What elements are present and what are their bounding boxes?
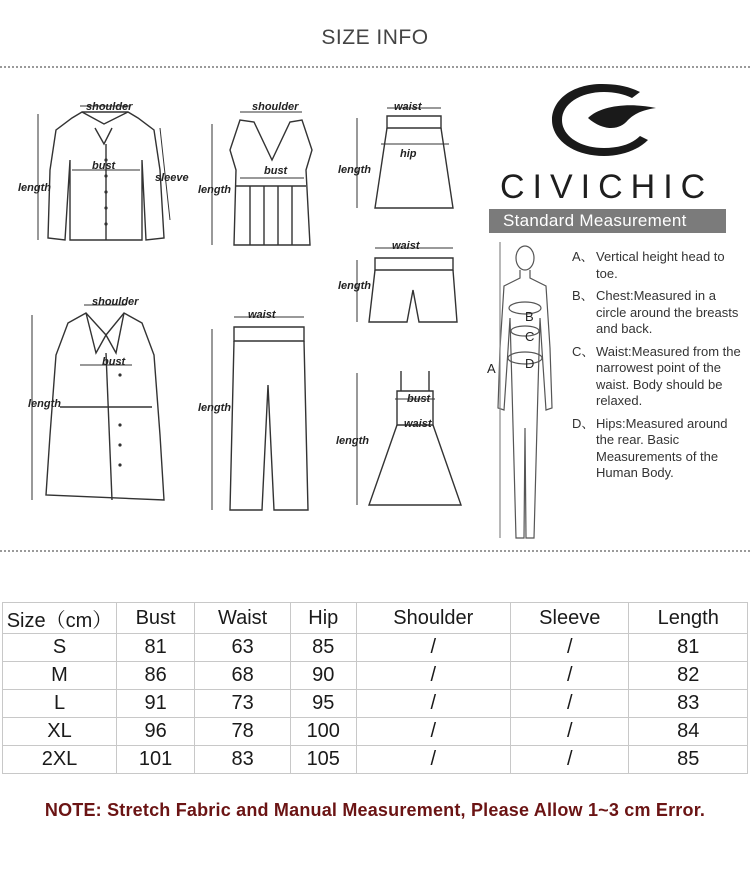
table-cell: 85	[291, 634, 357, 662]
size-table	[2, 602, 748, 774]
col-header-bust: Bust	[117, 603, 195, 634]
body-measurement-figure	[480, 238, 570, 548]
table-header-row	[3, 603, 748, 634]
vest-shoulder-label: shoulder	[252, 101, 299, 113]
note-c: C、 Waist:Measured from the narrowest point of the waist. Body should be relaxed.	[572, 343, 741, 408]
table-cell: 63	[195, 634, 291, 662]
body-marker-c: C	[525, 329, 535, 344]
table-cell: /	[511, 662, 629, 690]
note-a: A、 Vertical height head to toe.	[572, 249, 725, 281]
col-header-waist: Waist	[195, 603, 291, 634]
skirt-hip-label: hip	[400, 148, 417, 160]
dress-waist-label: waist	[404, 418, 432, 430]
table-cell: XL	[3, 718, 117, 746]
col-header-length: Length	[629, 603, 748, 634]
body-marker-d: D	[525, 356, 535, 371]
table-cell: 68	[195, 662, 291, 690]
table-row	[3, 746, 748, 774]
table-cell: 82	[629, 662, 748, 690]
col-header-hip: Hip	[291, 603, 357, 634]
shorts-waist-label: waist	[392, 240, 420, 252]
brand-name: CIVICHIC	[500, 168, 714, 206]
table-cell: /	[356, 718, 511, 746]
pants-length-label: length	[198, 402, 231, 414]
body-marker-a: A	[487, 361, 496, 376]
dress-bust-label: bust	[407, 393, 431, 405]
skirt-waist-label: waist	[394, 101, 422, 113]
shirt-bust-label: bust	[92, 160, 116, 172]
vest-diagram	[200, 100, 320, 250]
table-cell: /	[511, 690, 629, 718]
table-cell: 81	[117, 634, 195, 662]
shirt-length-label: length	[18, 182, 51, 194]
table-cell: 105	[291, 746, 357, 774]
col-header-sleeve: Sleeve	[511, 603, 629, 634]
footer-note: NOTE: Stretch Fabric and Manual Measurement, Please Allow 1~3 cm Error.	[44, 800, 706, 820]
table-cell: /	[356, 690, 511, 718]
table-cell: 81	[629, 634, 748, 662]
table-row	[3, 634, 748, 662]
divider-middle	[0, 550, 750, 552]
table-cell: 101	[117, 746, 195, 774]
table-cell: /	[511, 634, 629, 662]
vest-bust-label: bust	[264, 165, 288, 177]
table-cell: 86	[117, 662, 195, 690]
table-cell: 73	[195, 690, 291, 718]
divider-top	[0, 66, 750, 68]
body-marker-b: B	[525, 309, 534, 324]
measurement-notes	[572, 249, 742, 488]
table-row	[3, 690, 748, 718]
table-cell: 96	[117, 718, 195, 746]
table-row	[3, 718, 748, 746]
table-cell: 100	[291, 718, 357, 746]
shirt-sleeve-label: sleeve	[155, 172, 189, 184]
table-cell: 91	[117, 690, 195, 718]
brand-tagline: Standard Measurement	[489, 209, 726, 233]
vest-length-label: length	[198, 184, 231, 196]
table-cell: /	[511, 746, 629, 774]
page-title: SIZE INFO	[321, 26, 429, 49]
shorts-length-label: length	[338, 280, 371, 292]
table-cell: S	[3, 634, 117, 662]
col-header-size: Size（cm）	[3, 603, 117, 634]
table-cell: 2XL	[3, 746, 117, 774]
note-b: B、 Chest:Measured in a circle around the breasts and back.	[572, 288, 739, 336]
skirt-length-label: length	[338, 164, 371, 176]
table-cell: /	[356, 634, 511, 662]
table-cell: 84	[629, 718, 748, 746]
table-cell: /	[356, 662, 511, 690]
skirt-diagram	[345, 100, 465, 220]
table-cell: 83	[629, 690, 748, 718]
table-row	[3, 662, 748, 690]
table-cell: /	[356, 746, 511, 774]
coat-length-label: length	[28, 398, 61, 410]
table-cell: 95	[291, 690, 357, 718]
note-d: D、 Hips:Measured around the rear. Basic Measurements of the Human Body.	[572, 415, 728, 480]
table-cell: 83	[195, 746, 291, 774]
col-header-shoulder: Shoulder	[356, 603, 511, 634]
pants-waist-label: waist	[248, 309, 276, 321]
table-cell: L	[3, 690, 117, 718]
table-cell: M	[3, 662, 117, 690]
table-cell: /	[511, 718, 629, 746]
coat-bust-label: bust	[102, 356, 126, 368]
coat-shoulder-label: shoulder	[92, 296, 139, 308]
civichic-logo-icon	[548, 80, 660, 160]
table-cell: 90	[291, 662, 357, 690]
shirt-shoulder-label: shoulder	[86, 101, 133, 113]
table-cell: 78	[195, 718, 291, 746]
table-cell: 85	[629, 746, 748, 774]
dress-length-label: length	[336, 435, 369, 447]
